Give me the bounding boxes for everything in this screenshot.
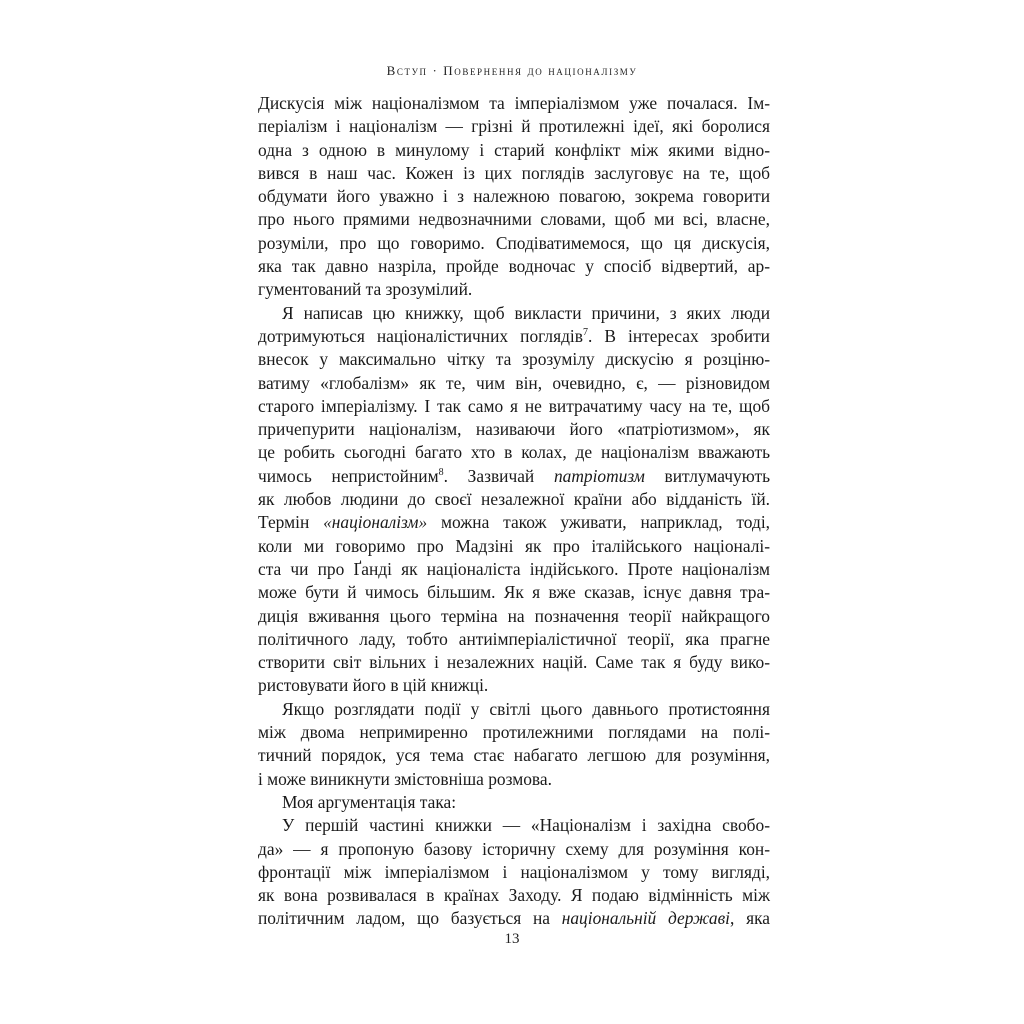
text-line: яка так давно назріла, пройде водночас у спосіб відвертий, ар-	[258, 256, 770, 277]
text-line: тичний порядок, уся тема стає набагато легшою для розуміння,	[258, 745, 770, 766]
italic-term-nation-state: національній державі	[561, 908, 730, 929]
paragraph-2	[258, 302, 770, 698]
text-line: ватиму «глобалізм» як те, чим він, очевидно, є, — різновидом	[258, 372, 770, 393]
running-head-text: Вступ · Повернення до націоналізму	[386, 63, 638, 78]
text-fragment: політичним ладом, що базується на	[258, 908, 562, 929]
text-line: між двома непримиренно протилежними поглядами на полі-	[258, 722, 770, 743]
text-line: створити світ вільних і незалежних націй. Саме так я буду вико-	[258, 652, 770, 673]
text-fragment: дотримуються націоналістичних поглядів	[258, 325, 583, 346]
text-line: фронтації між імперіалізмом і націоналізмом у тому вигляді,	[258, 861, 770, 882]
running-head	[0, 63, 1024, 79]
paragraph-5	[258, 814, 770, 930]
text-line: Якщо розглядати події у світлі цього давнього протистояння	[282, 698, 770, 719]
italic-term-patriotism: патріотизм	[553, 465, 645, 486]
footnote-ref-8[interactable]: 8	[438, 466, 444, 478]
text-line: гументований та зрозумілий.	[258, 279, 473, 300]
text-line: ста чи про Ґанді як націоналіста індійського. Проте націоналізм	[258, 558, 770, 579]
text-line	[258, 511, 770, 534]
text-line: причепурити націоналізм, називаючи його «патріотизмом», як	[258, 419, 770, 440]
text-line: про нього прямими недвозначними словами, щоб ми всі, власне,	[258, 209, 770, 230]
text-line: як вона розвивалася в країнах Заходу. Я подаю відмінність між	[258, 885, 770, 906]
text-fragment: можна також уживати, наприклад, тоді,	[427, 512, 770, 533]
text-line: розуміли, про що говоримо. Сподіватимемося, що ця дискусія,	[258, 232, 770, 253]
page-number: 13	[504, 931, 520, 947]
text-fragment: . Зазвичай	[443, 465, 554, 486]
text-line: У першій частині книжки — «Націоналізм і західна свобо-	[282, 815, 770, 836]
text-line: одна з одною в минулому і старий конфлікт між якими відно-	[258, 139, 770, 160]
text-line: вився в наш час. Кожен із цих поглядів заслуговує на те, щоб	[258, 162, 770, 183]
text-fragment: чимось непристойним	[258, 465, 439, 486]
paragraph-3	[258, 698, 770, 791]
text-fragment: витлумачують	[644, 465, 770, 486]
text-fragment: , яка	[730, 908, 770, 929]
text-line: внесок у максимально чітку та зрозумілу дискусію я розціню-	[258, 349, 770, 370]
text-line: і може виникнути змістовніша розмова.	[258, 768, 552, 789]
text-line	[258, 465, 770, 488]
text-line	[258, 907, 770, 930]
text-line: Я написав цю книжку, щоб викласти причини, з яких люди	[282, 302, 770, 323]
italic-term-nationalism: «націоналізм»	[323, 512, 428, 533]
text-line: це робить сьогодні багато хто в колах, де націоналізм вважають	[258, 442, 770, 463]
text-line: як любов людини до своєї незалежної країни або відданість їй.	[258, 489, 770, 510]
text-line: може бути й чимось більшим. Як я вже сказав, існує давня тра-	[258, 582, 770, 603]
text-line	[258, 325, 770, 348]
text-line: Дискусія між націоналізмом та імперіалізмом уже почалася. Ім-	[258, 93, 770, 113]
text-line: періалізм і націоналізм — грізні й протилежні ідеї, які боролися	[258, 116, 770, 137]
body-text	[258, 92, 770, 931]
text-line: обдумати його уважно і з належною повагою, зокрема говорити	[258, 186, 770, 207]
paragraph-1	[258, 92, 770, 302]
text-line: ристовувати його в цій книжці.	[258, 675, 489, 696]
text-line: диція вживання цього терміна на позначення теорії найкращого	[258, 605, 770, 626]
footnote-ref-7[interactable]: 7	[582, 327, 588, 339]
text-line: Моя аргументація така:	[282, 791, 457, 812]
text-line: да» — я пропоную базову історичну схему для розуміння кон-	[258, 838, 770, 859]
paragraph-4	[258, 791, 770, 814]
text-line: політичного ладу, тобто антиімперіалістичної теорії, яка прагне	[258, 628, 770, 649]
text-fragment: . В інтересах зробити	[587, 325, 770, 346]
text-line: коли ми говоримо про Мадзіні як про італійського націоналі-	[258, 535, 770, 556]
text-fragment: Термін	[258, 512, 324, 533]
text-line: старого імперіалізму. І так само я не витрачатиму часу на те, щоб	[258, 395, 770, 416]
